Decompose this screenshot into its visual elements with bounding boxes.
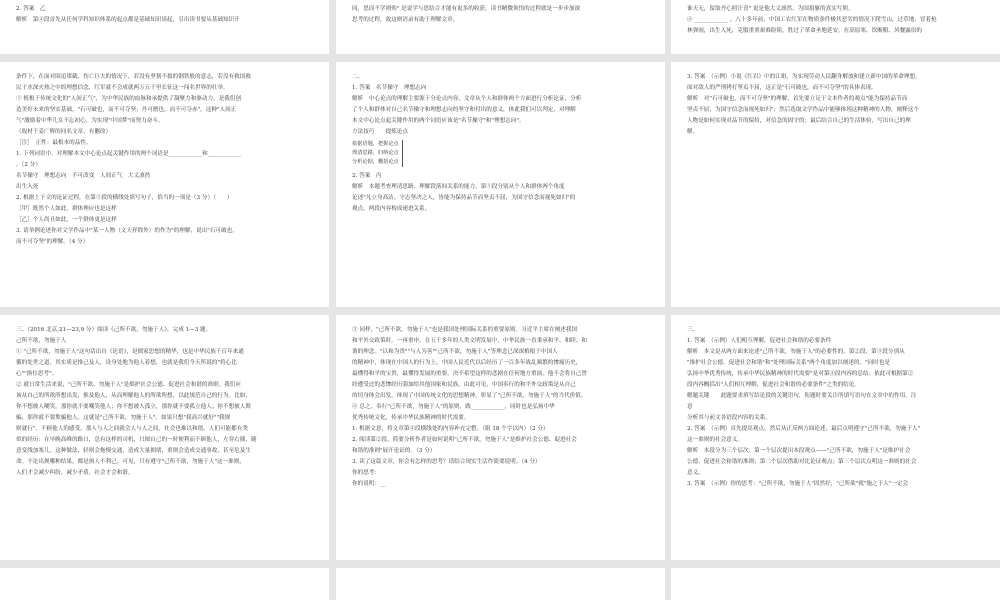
- bracket-item: 理清思路，归纳论点: [352, 150, 399, 156]
- text-line: 的精神中，体现在中国人的行为上。中国人民近代以后经历了一百多年战乱频繁的惨痛历史，: [352, 360, 582, 366]
- text-line: 的切身体会出发，体现了中国传统文化的思想精神，彰显了"己所不欲，勿施于人"的当代价值。: [352, 393, 587, 399]
- text-line: 解析 本文是从两方面来论述"己所不欲，勿施于人"的必要性的。第②段、第③段分别从: [687, 349, 905, 355]
- text-line: ① "己所不欲，勿施于人"这句话出自《论语》，是儒家思想的精华，也是中华民族千百年来通: [16, 349, 244, 355]
- text-line: 解析 对"石可破也，而不可夺坚"的理解，首先要立足于文本作者的观点"能为保持品节而: [687, 96, 908, 102]
- text-line: 人们才会减少纠纷，减少矛盾，社会才会和谐。: [16, 470, 134, 476]
- document-page-12: [671, 568, 1000, 600]
- method-bracket-list: [352, 140, 403, 167]
- text-line: 1. 答案 名节操守 理想志向: [352, 85, 427, 91]
- text-line: 1. 根据文意，将文章第④段横线处的内容补充完整。（限 18 个字以内）（2 分）: [352, 426, 549, 432]
- text-line: 解析 第④段首先从任何学科知识体系的起点都是基础知识谈起，引出读书要从基础知识开: [16, 17, 240, 23]
- document-page-1: [0, 0, 329, 54]
- text-line: 和谐的准则"展开论证的。（3 分）: [352, 448, 436, 454]
- text-line: （取材于姜广辉的同名文章，有删改）: [16, 129, 112, 135]
- text-line: 本文中心论点起关键作用的两个词语应该是"名节操守"和"理想志向"。: [352, 118, 525, 124]
- text-line: ⑤ 植根于传统文化的"人间正气"，为中华民族的血脉和承提供了凝聚力和驱动力，是我们创: [16, 96, 242, 102]
- page-text: [16, 319, 313, 479]
- text-line: 2. 答案 乙: [16, 6, 46, 12]
- document-page-8: [336, 315, 665, 560]
- text-line: 2. 答案 丙: [352, 173, 382, 179]
- page-text: [16, 4, 313, 26]
- text-line: 1. 答案 （示例）人们相互理解，促进社会和谐的必要条件: [687, 338, 832, 344]
- text-line: 解。: [687, 129, 699, 135]
- text-line: 这一准则的社会意义。: [687, 437, 743, 443]
- text-line: 名节操守 理想志向 不可改变 人间正气 大义凛然: [16, 173, 151, 179]
- text-line: 经遭受过的悲惨经历强加给其他国家和民族。由此可见，中国奉行的和平外交政策是从自己: [352, 382, 576, 388]
- text-line: 了个人和群体对自己名节操守和理想志向的坚守和付出的意义，体此我们可以判定，对理解: [352, 107, 576, 113]
- text-line: 。（2 分）: [16, 162, 41, 168]
- text-line: 谁天无，留取丹心照汗青" 更是他大义凛然、为国捐躯的真实写照。: [687, 6, 854, 12]
- text-line: ［甲］既然个人如此，群体理应也是这样: [16, 206, 117, 212]
- text-line: 解题关键 此题要求填写结论段的关键语句，衔题时要关注所填写语句在文章中的作用，注: [687, 393, 917, 399]
- document-page-2: [336, 0, 665, 54]
- page-text-continued: [352, 171, 649, 215]
- text-line: ③ 同样，"己所不欲，勿施于人"也是我国处理国际关系的重要原则。习近平主席在阐述我国: [352, 327, 578, 333]
- text-line: 最懂得和平的宝贵，最懂得发展的重要，决不希望这样的悲剧在任何地方重演。他不会将自己曾: [352, 371, 587, 377]
- bracket-item: 分析论据，概括论点: [352, 159, 399, 165]
- text-line: 命。不论出规哪种结果，都是损人不利己。可见，只有遵守"己所不欲，勿施于人"这一准则，: [16, 459, 245, 465]
- text-line: "推护社会公德、促进社会和谐"和"处理国际关系"两个角度加以阐述的。"同时也是: [687, 360, 891, 366]
- document-page-6: [671, 62, 1000, 307]
- text-line: ［注］ 正性：最根本的品性。: [16, 140, 92, 146]
- page-text: [352, 4, 649, 26]
- text-line: 公德、促进社会和谐的准则；第二个层次借助对比论证观点；第三个层次点明这一准则的社会: [687, 459, 917, 465]
- document-page-5: [336, 62, 665, 307]
- page-text: [687, 66, 984, 138]
- text-line: 人物是如何实现对品节的保持，对信念的固守的；最后结合自己的生活体验，写出自己的理: [687, 118, 911, 124]
- text-line: 你的说明：__: [352, 481, 386, 487]
- page-text: [687, 319, 984, 490]
- text-line: 解析 本段分为三个层次：第一个层次提出本段观点——"己所不欲，勿施于人"是维护社会: [687, 448, 911, 454]
- text-line: 出生入死: [16, 184, 39, 190]
- text-line: 条件下，在面对围追堵截、伤亡巨大的情况下，若没有坚韧不拔的钢铁般的意志，若没有救国救: [16, 74, 251, 80]
- page-text: [352, 319, 649, 490]
- text-line: 2. 答案 （示例）首先提出观点，然后从正反两方面论述，最后点明遵守"己所不欲，勿施于人": [687, 426, 921, 432]
- page-text: [687, 4, 984, 37]
- text-line: 和平外交政策时，一再重申，在五千多年的人类文明发展中，中华民族一直秉承和平、和睦、和: [352, 338, 587, 344]
- text-line: 方法技巧 提炼论点: [352, 129, 408, 135]
- text-line: 意: [687, 404, 693, 410]
- text-line: 二、: [352, 74, 364, 80]
- text-line: 3. 答案 （示例）你的思考："己所不欲，勿施于人"固然好，"己所欲"就"施之于人"一定会: [687, 481, 909, 487]
- text-line: 优秀传统文化，传承中华民族精神的时代需要。: [352, 415, 470, 421]
- text-line: 而不可夺坚"的理解。（4 分）: [16, 239, 89, 245]
- text-line: 同，思而不学则殆" 是说学与思结合才能有更多的收获，读书精微领悟的过程就是一步步加深: [352, 6, 581, 12]
- bracket-item: 依据语题，把握论点: [352, 141, 399, 147]
- text-line: 2. 根据上下文的论证过程，在第⑤段的横线处填写句子，恰当的一项是（3 分）（ ）: [16, 195, 233, 201]
- text-line: 2. 阅读第②段，简要分析作者是如何说明"己所不欲，勿施于人"是维护社会公德、促进社会: [352, 437, 577, 443]
- text-line: 该从自己的所欲所想出发，推及他人，从而理解他人的所欲所想，以此规范自己的行为。比如，: [16, 393, 251, 399]
- text-line: 坚贞不屈，为国守信念而视死如归"；然后选取文学作品中能够体现这种精神的人物，阐释这个: [687, 107, 919, 113]
- page-text: [16, 66, 313, 248]
- text-line: 解析 中心论点的理解主要源于分论点内容，文章从个人和群体两个方面进行分析论证，分析: [352, 96, 582, 102]
- text-line: ② 就日常生活来说，"己所不欲，勿施于人"是维护社会公德、促进社会和谐的准则。我们应: [16, 382, 242, 388]
- text-line: 思考的过程，故这则语录有助于理解文章。: [352, 17, 459, 23]
- text-line: 林弹雨，出生入死，克服重重艰难险阻，胜过了革命圣地延安。在高原寒、饮断粮、风餐露宿的: [687, 28, 922, 34]
- text-line: 3. 读了这篇文章，你会有怎样的思考？请结合现实生活作简要说明。（4 分）: [352, 459, 541, 465]
- text-line: 3. 请举例论述你对文学作品中"某一人物（文天祥除外）的作为"的理解，说出"石可破也，: [16, 228, 238, 234]
- text-line: 三、（2016 北京,21—23,9 分）阅读《己所不欲，勿施于人》，完成 1—3 题。: [16, 327, 212, 333]
- text-line: 意义。: [687, 470, 704, 476]
- text-line: 骗，那你就不要欺骗他人。这就是"己所不欲，勿施于人"。如果只想"我高兴就好""我规: [16, 415, 231, 421]
- text-line: 三、: [687, 327, 699, 333]
- text-line: 则就行"，不顾他人的感受，那人与人之间就会人与人之间，社会也难以和谐。人们可能都有类: [16, 426, 248, 432]
- document-page-3: [671, 0, 1000, 54]
- text-line: 己所不欲，勿施于人: [16, 338, 67, 344]
- text-line: 1. 下列词语中，对理解本文中心论点起关键作用的两个词语是____________和____________: [16, 151, 242, 157]
- text-line: 分析其与前文各语段内容的关系。: [687, 415, 771, 421]
- text-line: 心""换位思考"。: [16, 371, 58, 377]
- text-line: 循的处世之道。其实质是推己及人，设身处地为他人着想，也就是我们今天所说的"将心比: [16, 360, 237, 366]
- text-line: 解析 本题考查理清思路、理解段落间关系的能力。第⑤段分别从个人和群体两个角度: [352, 184, 565, 190]
- document-page-9: [671, 315, 1000, 560]
- text-line: 民于水深火热之中的理想信念，红军就不会成就两万五千里长征这一闯名世界的壮举。: [16, 85, 229, 91]
- document-page-11: [336, 568, 665, 600]
- text-line: 观点，两段内容构成递进关系。: [352, 206, 431, 212]
- text-line: ④ ____________ 。八十多年前，中国工农红军在物质条件极其恶劣的情况下爬雪山，过草地，冒着枪: [687, 17, 937, 23]
- text-line: 面对敌人的严刑拷打坚贞不屈，这正是"石可破也，而不可夺坚"的具体表现。: [687, 85, 877, 91]
- text-line: 气"激励着中华儿女不忘初心，为实现"中国梦"而努力奋斗。: [16, 118, 164, 124]
- text-line: ［乙］个人尚且如此，一个群体更是这样: [16, 217, 117, 223]
- document-page-10: [0, 568, 329, 600]
- text-line: 似的经历：在早晚高峰的路口，总有这样的司机，只图自己的一时便利而不顾他人，左穿右插，随: [16, 437, 257, 443]
- text-line: 你不想被人嘲笑，那你就不要嘲笑他人；你不想被人孤立，那你就不要孤立他人；你不想被人欺: [16, 404, 251, 410]
- text-line: 谐的理念。"以和为贵""与人为善""己所不欲，勿施于人"等理念已深深植根于中国人: [352, 349, 558, 355]
- text-line: 3. 答案 （示例）小说《红岩》中的江姐，为实现劳动人民翻身解放和建立新中国的革命理想，: [687, 74, 921, 80]
- text-line: 造美好未来的坚实基础。"石可破也，而不可夺坚；丹可磨也，而不可夺赤"，这种"人间正: [16, 107, 237, 113]
- text-line: 意变线加塞儿。这种做法，轻则会拖慢交通，造成大量拥堵，重则会造成交通事故，甚至危及生: [16, 448, 251, 454]
- page-text: [352, 66, 649, 138]
- document-page-4: [0, 62, 329, 307]
- text-line: ④ 总之，奉行"己所不欲，勿施于人"的原则，践____________，同时也是弘扬中华: [352, 404, 555, 410]
- text-line: 弘扬中华优秀传统，传承中华民族精神的时代需要"是对第④段内容的总结；依此可根据第②: [687, 371, 914, 377]
- text-line: 你的思考：: [352, 470, 380, 476]
- text-line: 段内容概括出"人们相互理解，促进社会和谐的必要条件"之类的结论。: [687, 382, 860, 388]
- document-page-7: [0, 315, 329, 560]
- text-line: 论述"凡立身高洁、守志坚决之人，皆能为保持品节而坚贞不屈，为国守信念而视死如归"的: [352, 195, 576, 201]
